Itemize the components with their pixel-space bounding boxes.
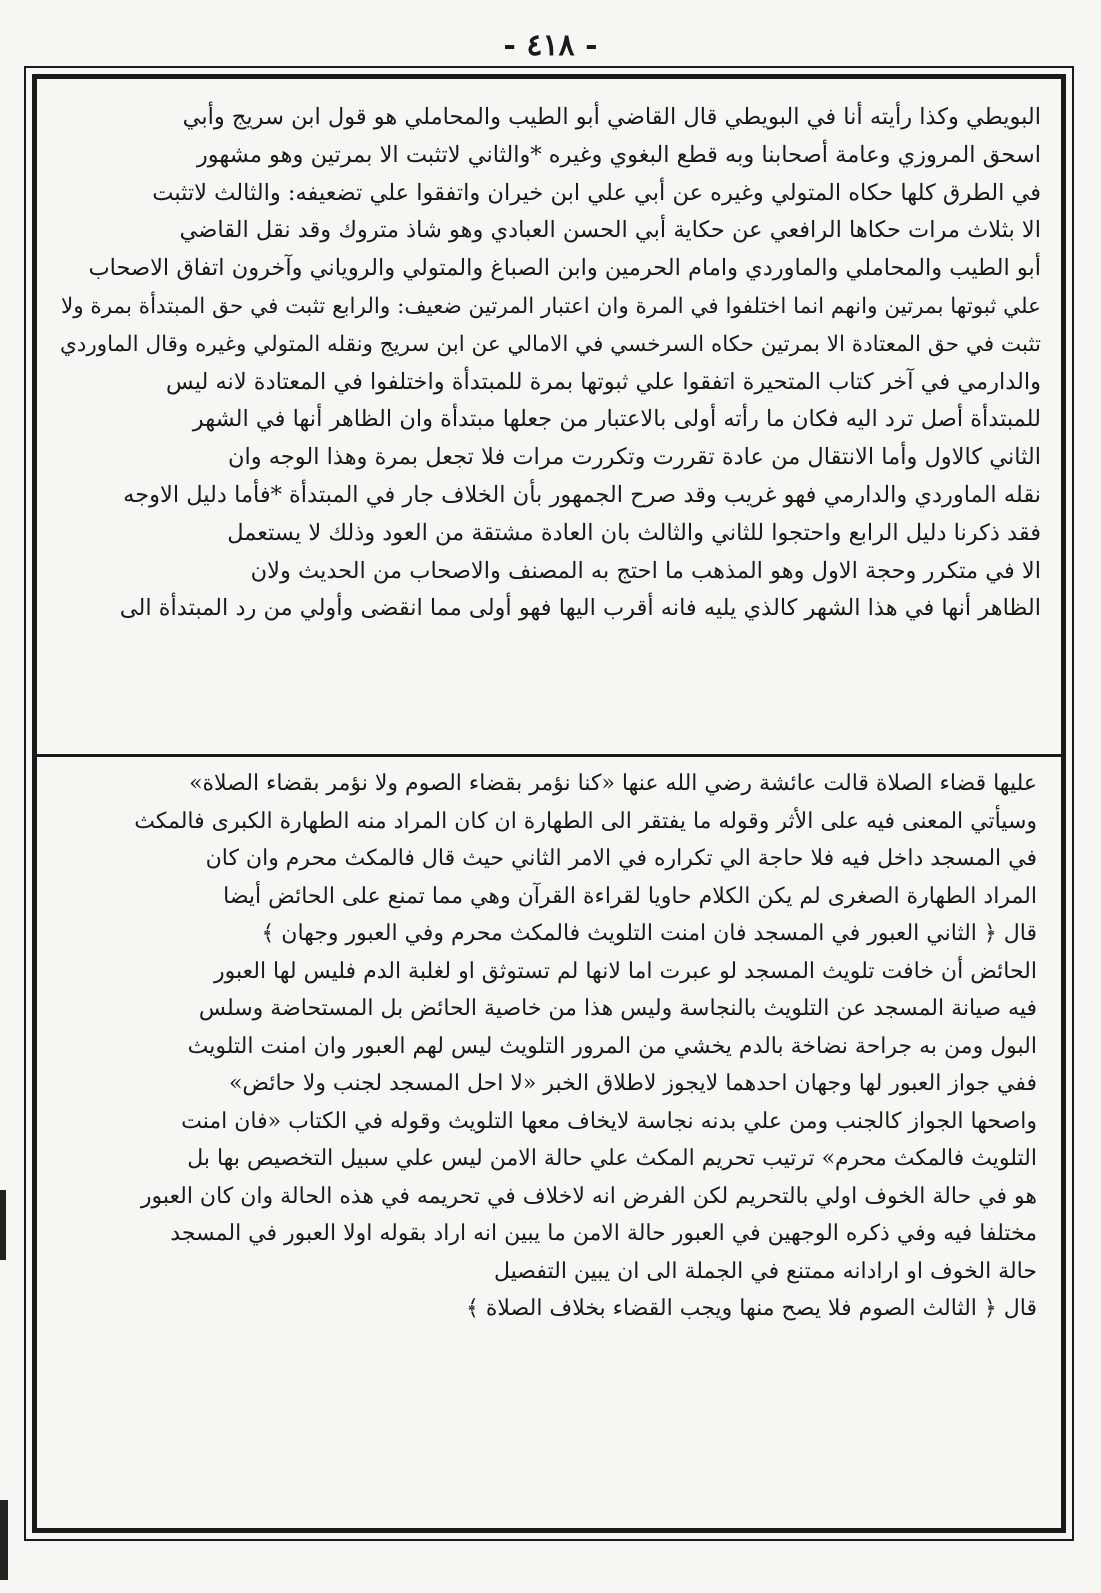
commentary-text-line: وسيأتي المعنى فيه على الأثر وقوله ما يفتقر الى الطهارة ان كان المراد منه الطهارة الكبرى فالمكث (134, 808, 1037, 834)
main-text-line: البويطي وكذا رأيته أنا في البويطي قال القاضي أبو الطيب والمحاملي هو قول ابن سريج وأبي (182, 104, 1041, 130)
main-text-line: والدارمي في آخر كتاب المتحيرة اتفقوا علي ثبوتها بمرة للمبتدأة واختلفوا في المعتادة لانه ليس (166, 368, 1041, 395)
main-text (57, 99, 1041, 628)
commentary-text-line: عليها قضاء الصلاة قالت عائشة رضي الله عنها «كنا نؤمر بقضاء الصوم ولا نؤمر بقضاء الصلاة» (189, 771, 1037, 796)
commentary-text-line: قال ﴿ الثالث الصوم فلا يصح منها ويجب القضاء بخلاف الصلاة ﴾ (466, 1296, 1037, 1321)
commentary-text-line: قال ﴿ الثاني العبور في المسجد فان امنت التلويث فالمكث محرم وفي العبور وجهان ﴾ (261, 921, 1037, 946)
commentary-text-line: المراد الطهارة الصغرى لم يكن الكلام حاويا لقراءة القرآن وهي مما تمنع على الحائض أيضا (223, 883, 1037, 909)
page-frame-inner-border (32, 74, 1066, 1533)
main-text-line: علي ثبوتها بمرتين وانهم انما اختلفوا في المرة وان اعتبار المرتين ضعيف: والرابع تثبت في حق المبتدأة بمرة ولا (60, 293, 1041, 319)
main-text-line: تثبت في حق المعتادة الا بمرتين حكاه السرخسي في الامالي عن ابن سريج ونقله المتولي وغيره وقال الماوردي (59, 331, 1041, 357)
page-frame (24, 66, 1074, 1541)
scan-mark (0, 1500, 8, 1580)
main-text-line: اسحق المروزي وعامة أصحابنا وبه قطع البغوي وغيره *والثاني لاتثبت الا بمرتين وهو مشهور (196, 141, 1041, 168)
commentary-text-line: البول ومن به جراحة نضاخة بالدم يخشي من المرور التلويث ليس لهم العبور وان امنت التلويث (187, 1033, 1037, 1059)
main-text-line: الثاني كالاول وأما الانتقال من عادة تقررت وتكررت مرات فلا تجعل بمرة وهذا الوجه وان (227, 444, 1041, 471)
section-divider (37, 754, 1061, 757)
main-text-line: نقله الماوردي والدارمي فهو غريب وقد صرح الجمهور بأن الخلاف جار في المبتدأة *فأما دليل الاوجه (123, 481, 1041, 508)
commentary-text-line: ففي جواز العبور لها وجهان احدهما لايجوز لاطلاق الخبر «لا احل المسجد لجنب ولا حائض» (228, 1071, 1037, 1096)
page-number: - ٤١٨ - (503, 28, 598, 63)
commentary-text (63, 765, 1037, 1328)
main-text-line: الظاهر أنها في هذا الشهر كالذي يليه فانه أقرب اليها فهو أولى مما انقضى وأولي من رد المبتدأة الى (119, 595, 1041, 622)
main-text-line: في الطرق كلها حكاه المتولي وغيره عن أبي علي ابن خيران واتفقوا علي تضعيفه: والثالث لاتثبت (152, 179, 1041, 206)
main-text-line: الا في متكرر وحجة الاول وهو المذهب ما احتج به المصنف والاصحاب من الحديث ولان (250, 557, 1041, 584)
main-text-line: أبو الطيب والمحاملي والماوردي وامام الحرمين وابن الصباغ والمتولي والروياني وآخرون اتفاق الاصحاب (88, 255, 1041, 282)
commentary-text-line: حالة الخوف او ارادانه ممتنع في الجملة الى ان يبين التفصيل (493, 1258, 1037, 1284)
commentary-text-line: فيه صيانة المسجد عن التلويث بالنجاسة وليس هذا من خاصية الحائض بل المستحاضة وسلس (198, 996, 1037, 1021)
commentary-text-line: الحائض أن خافت تلويث المسجد لو عبرت اما لانها لم تستوثق او لغلبة الدم فليس لها العبور (214, 958, 1037, 984)
commentary-text-line: واصحها الجواز كالجنب ومن علي بدنه نجاسة لايخاف معها التلويث وقوله في الكتاب «فان امنت (181, 1108, 1037, 1134)
scan-mark (0, 1190, 6, 1260)
commentary-text-line: هو في حالة الخوف اولي بالتحريم لكن الفرض انه لاخلاف في تحريمه في هذه الحالة وان كان العبور (140, 1183, 1037, 1209)
commentary-text-line: التلويث فالمكث محرم» ترتيب تحريم المكث علي حالة الامن ليس علي سبيل التخصيص بها بل (187, 1146, 1037, 1171)
main-text-line: الا بثلاث مرات حكاها الرافعي عن حكاية أبي الحسن العبادي وهو شاذ متروك وقد نقل القاضي (179, 217, 1041, 244)
commentary-text-line: مختلفا فيه وفي ذكره الوجهين في العبور حالة الامن ما يبين انه اراد بقوله اولا العبور في المسجد (170, 1221, 1037, 1246)
commentary-text-line: في المسجد داخل فيه فلا حاجة الي تكراره في الامر الثاني حيث قال فالمكث محرم وان كان (205, 846, 1037, 871)
main-text-line: فقد ذكرنا دليل الرابع واحتجوا للثاني والثالث بان العادة مشتقة من العود وذلك لا يستعمل (227, 519, 1041, 546)
main-text-line: للمبتدأة أصل ترد اليه فكان ما رأته أولى بالاعتبار من جعلها مبتدأة وان الظاهر أنها في الشهر (192, 406, 1041, 433)
